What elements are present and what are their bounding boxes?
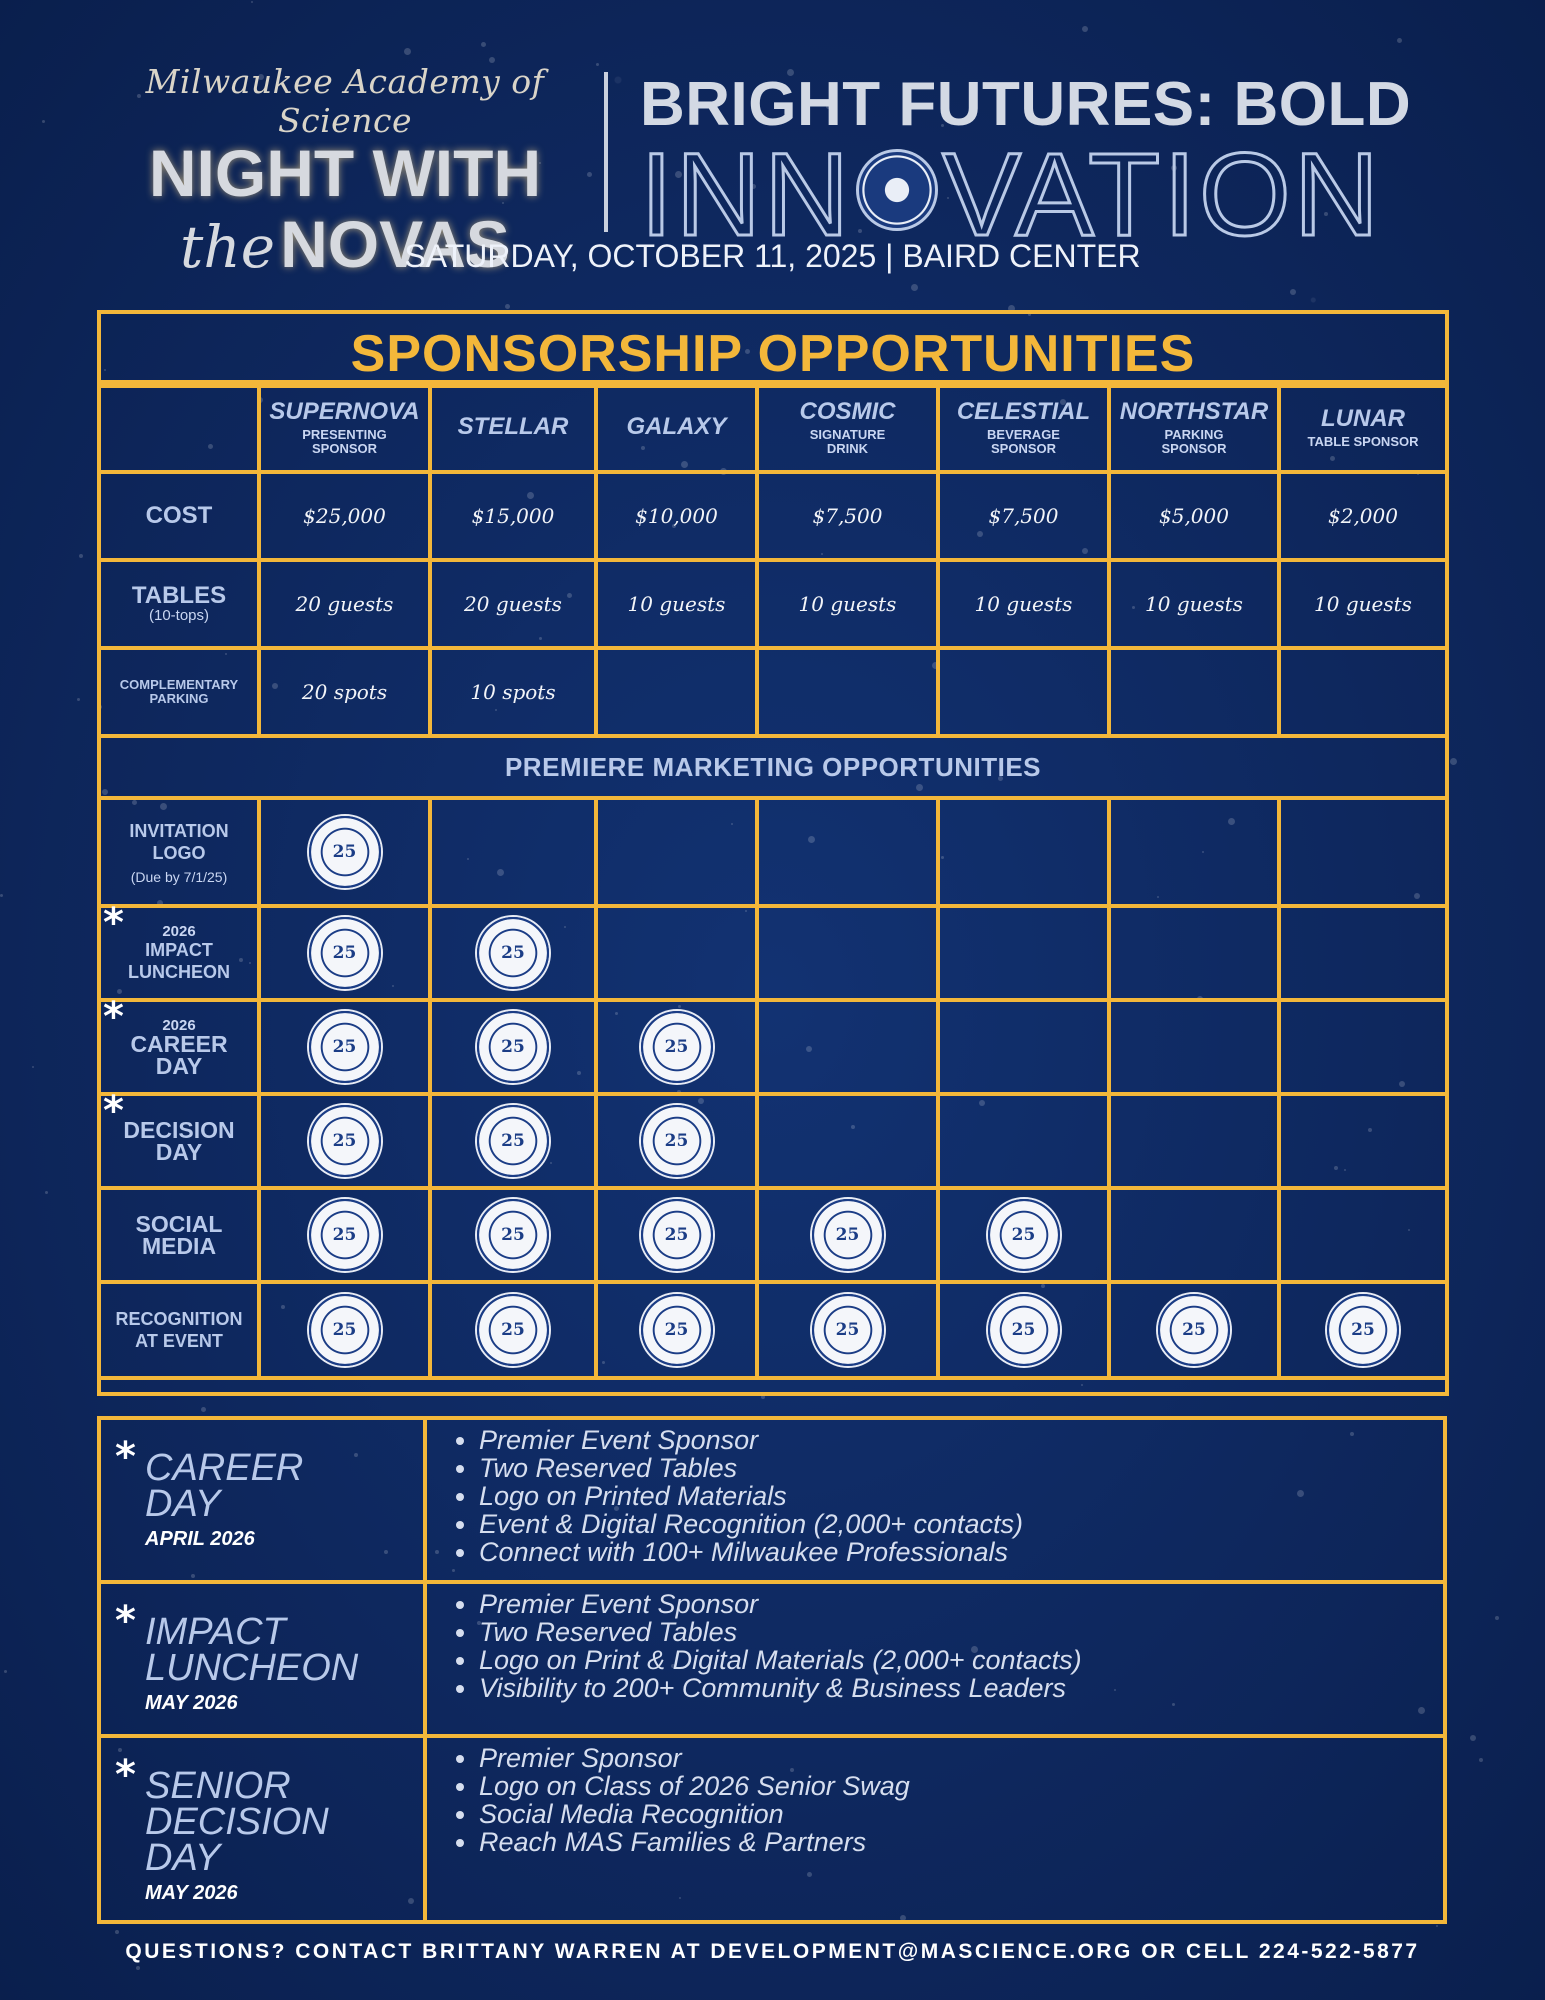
marketing-cell	[1277, 904, 1449, 1002]
row-label-cost-text: COST	[145, 502, 213, 529]
asterisk-icon: *	[103, 1088, 124, 1134]
cost-cell	[257, 470, 432, 562]
asterisk-icon: *	[103, 900, 124, 946]
marketing-cell	[1107, 998, 1281, 1096]
benefit-included-seal-icon: 25	[988, 1294, 1060, 1366]
contact-footer: QUESTIONS? CONTACT BRITTANY WARREN AT DEVELOPMENT@MASCIENCE.ORG OR CELL 224-522-5877	[125, 1940, 1420, 1963]
benefit-included-seal-icon: 25	[641, 1294, 713, 1366]
tier-subtitle: PARKING SPONSOR	[1161, 427, 1227, 456]
speck	[1397, 38, 1402, 43]
tables-cell	[1277, 558, 1449, 650]
tier-header	[1107, 380, 1281, 474]
marketing-cell	[1107, 1186, 1281, 1284]
tier-name: GALAXY	[626, 413, 727, 440]
tables-cell	[936, 558, 1111, 650]
tier-header	[755, 380, 940, 474]
header-divider	[604, 72, 608, 232]
event-benefits-cell	[423, 1416, 1447, 1584]
marketing-row-label-text: INVITATION	[129, 821, 229, 841]
table-title: SPONSORSHIP OPPORTUNITIES	[101, 314, 1445, 388]
event-title: DECISION	[145, 1801, 329, 1843]
benefit-item: • Premier Sponsor	[479, 1744, 1443, 1772]
benefit-item: • Social Media Recognition	[479, 1800, 1443, 1828]
tier-header-blank	[97, 380, 261, 474]
parking-cell	[1107, 646, 1281, 738]
marketing-cell	[936, 796, 1111, 908]
cost-cell	[428, 470, 598, 562]
marketing-cell	[1277, 1092, 1449, 1190]
tier-name: LUNAR	[1321, 405, 1405, 432]
cost-cell	[755, 470, 940, 562]
cost-cell	[1107, 470, 1281, 562]
parking-cell	[936, 646, 1111, 738]
benefit-item: • Logo on Print & Digital Materials (2,000+ contacts)	[479, 1646, 1443, 1674]
benefit-included-seal-icon: 25	[1327, 1294, 1399, 1366]
cost-value: $7,500	[812, 504, 883, 528]
speck	[115, 1930, 119, 1934]
event-name-line1: NIGHT WITH	[148, 136, 542, 210]
marketing-row-label-text: MEDIA	[141, 1233, 217, 1259]
event-date: MAY 2026	[145, 1692, 238, 1714]
event-details	[97, 1416, 1447, 1920]
marketing-row-label-text: RECOGNITION	[115, 1309, 243, 1329]
marketing-row-label-text: CAREER	[130, 1031, 228, 1057]
speck	[1450, 758, 1457, 765]
marketing-row-label-text: LOGO	[152, 843, 206, 863]
benefit-item: • Connect with 100+ Milwaukee Professionals	[479, 1538, 1443, 1566]
marketing-cell	[594, 1280, 759, 1380]
benefit-included-seal-icon: 25	[641, 1105, 713, 1177]
marketing-cell	[936, 1186, 1111, 1284]
marketing-cell	[257, 796, 432, 908]
event-title: DAY	[145, 1483, 221, 1525]
asterisk-icon: *	[115, 1434, 136, 1480]
marketing-cell	[936, 904, 1111, 1002]
speck	[251, 1, 253, 3]
event-title-cell	[97, 1416, 427, 1584]
marketing-cell	[594, 998, 759, 1096]
benefit-included-seal-icon: 25	[477, 1011, 549, 1083]
tier-name: COSMIC	[799, 398, 896, 425]
benefit-included-seal-icon: 25	[309, 816, 381, 888]
theme-line2-part1: INN	[640, 129, 853, 261]
tables-cell	[594, 558, 759, 650]
benefit-included-seal-icon: 25	[812, 1199, 884, 1271]
benefit-included-seal-icon: 25	[309, 1199, 381, 1271]
benefit-item: • Visibility to 200+ Community & Business Leaders	[479, 1674, 1443, 1702]
marketing-cell	[257, 1186, 432, 1284]
row-label-parking-text: COMPLEMENTARY PARKING	[119, 677, 239, 706]
benefit-included-seal-icon: 25	[1158, 1294, 1230, 1366]
benefit-included-seal-icon: 25	[309, 1294, 381, 1366]
cost-cell	[594, 470, 759, 562]
marketing-cell	[428, 1280, 598, 1380]
tables-value: 10 guests	[1145, 592, 1243, 616]
parking-value: 10 spots	[470, 680, 556, 704]
event-name-novas: NOVAS	[280, 207, 510, 281]
marketing-row-label-text: SOCIAL	[135, 1211, 223, 1237]
speck	[1290, 289, 1296, 295]
marketing-row-label-text: LUNCHEON	[128, 962, 230, 982]
marketing-cell	[428, 998, 598, 1096]
marketing-cell	[594, 1186, 759, 1284]
tables-value: 10 guests	[798, 592, 897, 616]
speck	[505, 304, 510, 309]
benefit-item: • Logo on Printed Materials	[479, 1482, 1443, 1510]
marketing-row-year: 2026	[162, 1017, 196, 1034]
benefit-included-seal-icon: 25	[309, 1105, 381, 1177]
event-benefits-cell	[423, 1580, 1447, 1738]
marketing-cell	[428, 1092, 598, 1190]
event-title-cell	[97, 1580, 427, 1738]
marketing-cell	[1107, 1092, 1281, 1190]
marketing-cell	[1107, 796, 1281, 908]
tier-header	[936, 380, 1111, 474]
cost-cell	[1277, 470, 1449, 562]
marketing-row-label-text: DAY	[155, 1139, 203, 1165]
asterisk-icon: *	[115, 1598, 136, 1644]
org-script-name: Milwaukee Academy of Science	[145, 62, 545, 140]
tier-header	[428, 380, 598, 474]
row-label-tables	[97, 558, 261, 650]
marketing-section-header: PREMIERE MARKETING OPPORTUNITIES	[97, 734, 1449, 800]
marketing-cell	[257, 1092, 432, 1190]
theme-block	[640, 70, 1440, 261]
tables-value: 20 guests	[295, 592, 394, 616]
tier-header	[594, 380, 759, 474]
event-title: IMPACT	[145, 1611, 286, 1653]
sponsorship-table	[97, 310, 1449, 1396]
tier-subtitle: PRESENTING SPONSOR	[302, 427, 387, 456]
marketing-cell	[936, 1280, 1111, 1380]
event-name-the: the	[180, 213, 276, 281]
cost-value: $5,000	[1159, 504, 1229, 528]
row-label-cost	[97, 470, 261, 562]
marketing-row-label-text: IMPACT	[145, 940, 213, 960]
theme-line2	[640, 129, 1440, 261]
row-label-tables-text: TABLES	[131, 582, 227, 609]
marketing-cell	[594, 904, 759, 1002]
speck	[1470, 1735, 1476, 1741]
benefit-list	[457, 1744, 1443, 1856]
marketing-row-label	[97, 1186, 261, 1284]
asterisk-icon: *	[103, 994, 124, 1040]
speck	[32, 1066, 34, 1068]
benefit-item: • Two Reserved Tables	[479, 1618, 1443, 1646]
speck	[136, 1966, 140, 1970]
marketing-cell	[755, 1280, 940, 1380]
marketing-cell	[1107, 1280, 1281, 1380]
speck	[77, 698, 80, 701]
marketing-cell	[594, 796, 759, 908]
speck	[1479, 1758, 1483, 1762]
tier-subtitle: SIGNATURE DRINK	[809, 427, 886, 456]
tier-header	[1277, 380, 1449, 474]
marketing-row-note: (Due by 7/1/25)	[130, 869, 228, 885]
parking-cell	[428, 646, 598, 738]
date-venue: SATURDAY, OCTOBER 11, 2025 | BAIRD CENTER	[404, 238, 1141, 274]
speck	[1436, 1925, 1438, 1927]
event-date: APRIL 2026	[145, 1528, 255, 1550]
marketing-cell	[936, 998, 1111, 1096]
theme-line1: BRIGHT FUTURES: BOLD	[640, 70, 1412, 139]
marketing-cell	[755, 1186, 940, 1284]
benefit-included-seal-icon: 25	[988, 1199, 1060, 1271]
benefit-included-seal-icon: 25	[641, 1199, 713, 1271]
event-benefits-cell	[423, 1734, 1447, 1924]
tables-cell	[428, 558, 598, 650]
event-title-block	[145, 1447, 304, 1551]
marketing-row-label-text: DAY	[155, 1053, 203, 1079]
cost-cell	[936, 470, 1111, 562]
benefit-included-seal-icon: 25	[477, 1294, 549, 1366]
tables-value: 20 guests	[464, 592, 562, 616]
event-title-block	[145, 1765, 329, 1905]
benefit-included-seal-icon: 25	[477, 1105, 549, 1177]
tier-subtitle: TABLE SPONSOR	[1307, 434, 1419, 449]
marketing-cell	[755, 1092, 940, 1190]
benefit-included-seal-icon: 25	[641, 1011, 713, 1083]
event-title: LUNCHEON	[145, 1647, 359, 1689]
benefit-included-seal-icon: 25	[477, 1199, 549, 1271]
tables-value: 10 guests	[1314, 592, 1412, 616]
benefit-list	[457, 1426, 1443, 1566]
benefit-item: • Event & Digital Recognition (2,000+ contacts)	[479, 1510, 1443, 1538]
marketing-cell	[257, 904, 432, 1002]
speck	[0, 894, 3, 897]
tables-cell	[257, 558, 432, 650]
speck	[911, 284, 918, 291]
benefit-list	[457, 1590, 1443, 1702]
speck	[404, 48, 411, 55]
marketing-cell	[257, 1280, 432, 1380]
speck	[42, 120, 45, 123]
marketing-cell	[1277, 796, 1449, 908]
speck	[481, 42, 486, 47]
benefit-included-seal-icon: 25	[309, 917, 381, 989]
tier-name: SUPERNOVA	[269, 398, 420, 425]
tier-name: NORTHSTAR	[1119, 398, 1269, 425]
tier-name: STELLAR	[457, 413, 569, 440]
event-title-block	[145, 1611, 359, 1715]
benefit-item: • Two Reserved Tables	[479, 1454, 1443, 1482]
tables-cell	[1107, 558, 1281, 650]
marketing-cell	[755, 998, 940, 1096]
marketing-cell	[428, 796, 598, 908]
parking-cell	[257, 646, 432, 738]
marketing-row-label	[97, 796, 261, 908]
marketing-cell	[936, 1092, 1111, 1190]
row-label-tables-note: (10-tops)	[148, 607, 210, 624]
marketing-row-year: 2026	[162, 923, 196, 940]
marketing-cell	[428, 1186, 598, 1284]
marketing-cell	[257, 998, 432, 1096]
benefit-item: • Logo on Class of 2026 Senior Swag	[479, 1772, 1443, 1800]
marketing-row-label-text: DECISION	[123, 1117, 235, 1143]
event-title: CAREER	[145, 1447, 304, 1489]
tables-value: 10 guests	[974, 592, 1073, 616]
parking-cell	[755, 646, 940, 738]
benefit-item: • Premier Event Sponsor	[479, 1426, 1443, 1454]
asterisk-icon: *	[115, 1752, 136, 1798]
benefit-item: • Reach MAS Families & Partners	[479, 1828, 1443, 1856]
marketing-row-label-text: AT EVENT	[135, 1331, 223, 1351]
speck	[1495, 1616, 1499, 1620]
benefit-included-seal-icon: 25	[309, 1011, 381, 1083]
marketing-cell	[428, 904, 598, 1002]
event-title: DAY	[145, 1837, 221, 1879]
cost-value: $10,000	[635, 504, 718, 528]
event-date: MAY 2026	[145, 1882, 238, 1904]
speck	[1082, 26, 1088, 32]
marketing-cell	[755, 796, 940, 908]
marketing-cell	[594, 1092, 759, 1190]
marketing-cell	[1277, 1186, 1449, 1284]
cost-value: $2,000	[1328, 504, 1398, 528]
marketing-cell	[1277, 1280, 1449, 1380]
school-seal-icon	[856, 149, 938, 231]
marketing-cell	[755, 904, 940, 1002]
marketing-cell	[1107, 904, 1281, 1002]
speck	[201, 1407, 206, 1412]
cost-value: $15,000	[471, 504, 555, 528]
event-title: SENIOR	[145, 1765, 291, 1807]
tier-name: CELESTIAL	[956, 398, 1091, 425]
cost-value: $25,000	[303, 504, 386, 528]
speck	[4, 1670, 7, 1673]
row-label-parking	[97, 646, 261, 738]
benefit-item: • Premier Event Sponsor	[479, 1590, 1443, 1618]
theme-line2-part2: VATION	[942, 129, 1382, 261]
cost-value: $7,500	[988, 504, 1059, 528]
speck	[45, 1191, 48, 1194]
tables-cell	[755, 558, 940, 650]
speck	[79, 554, 83, 558]
marketing-row-label	[97, 1280, 261, 1380]
tier-header	[257, 380, 432, 474]
parking-cell	[1277, 646, 1449, 738]
marketing-cell	[1277, 998, 1449, 1096]
speck	[596, 63, 599, 66]
tier-subtitle: BEVERAGE SPONSOR	[987, 427, 1060, 456]
benefit-included-seal-icon: 25	[812, 1294, 884, 1366]
benefit-included-seal-icon: 25	[477, 917, 549, 989]
parking-cell	[594, 646, 759, 738]
event-title-cell	[97, 1734, 427, 1924]
tables-value: 10 guests	[627, 592, 726, 616]
parking-value: 20 spots	[301, 680, 388, 704]
